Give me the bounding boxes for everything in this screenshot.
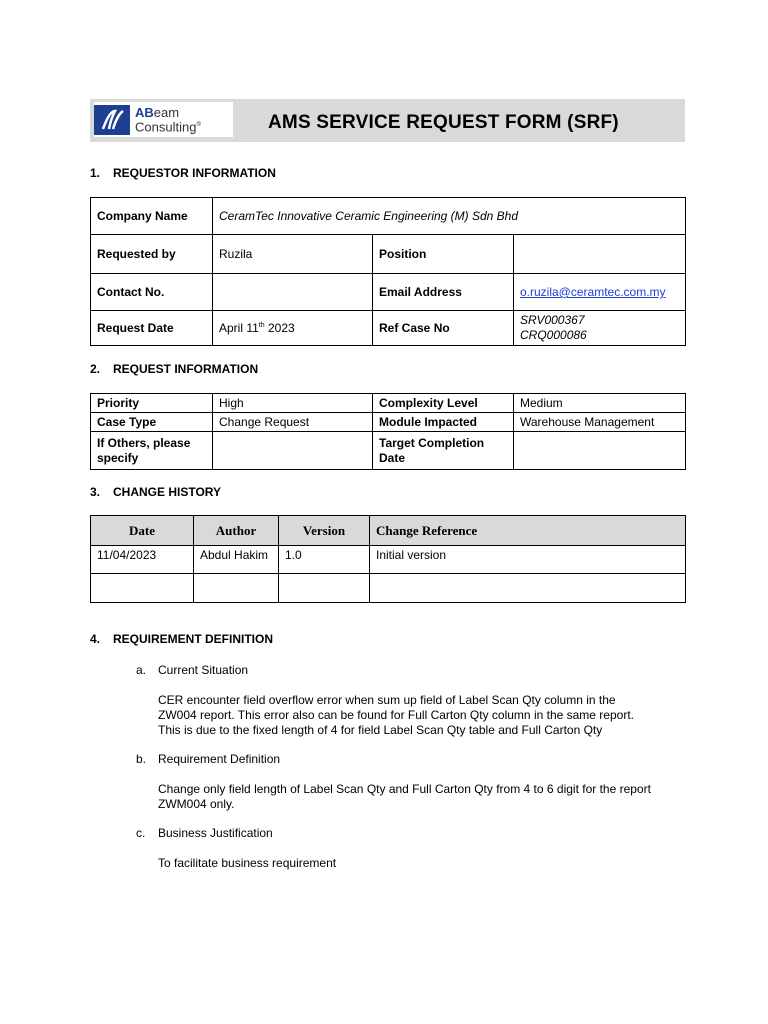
current-situation-line3: This is due to the fixed length of 4 for field Label Scan Qty table and Full Carton Qty	[158, 723, 603, 737]
column-header-change-reference: Change Reference	[370, 516, 686, 546]
target-completion-label	[373, 432, 514, 470]
if-others-value	[213, 432, 373, 470]
cell-date	[91, 574, 194, 603]
table-row	[91, 574, 686, 603]
form-header	[90, 99, 685, 142]
if-others-label-line2: specify	[97, 450, 139, 465]
case-type-label: Case Type	[91, 413, 213, 432]
current-situation-title: Current Situation	[158, 663, 249, 677]
logo-eam: eam	[153, 104, 180, 120]
section-4-label: REQUIREMENT DEFINITION	[113, 632, 274, 646]
complexity-label: Complexity Level	[373, 394, 514, 413]
requirement-definition-heading	[136, 752, 280, 766]
module-impacted-value: Warehouse Management	[514, 413, 686, 432]
table-row	[91, 546, 686, 574]
column-header-date: Date	[91, 516, 194, 546]
current-situation-line2: ZW004 report. This error also can be found for Full Carton Qty column in the same report.	[158, 708, 634, 722]
cell-change-reference: Initial version	[370, 546, 686, 574]
requestor-info-table	[90, 197, 686, 346]
section-2-title	[90, 362, 258, 376]
change-history-table	[90, 515, 686, 603]
ref-case-srv: SRV000367	[520, 313, 585, 327]
position-label: Position	[373, 235, 514, 274]
current-situation-letter: a.	[136, 663, 147, 677]
business-justification-title: Business Justification	[158, 826, 273, 840]
requirement-definition-line2: ZWM004 only.	[158, 797, 235, 811]
priority-label: Priority	[91, 394, 213, 413]
case-type-value: Change Request	[213, 413, 373, 432]
business-justification-text	[158, 856, 698, 871]
business-justification-line1: To facilitate business requirement	[158, 856, 337, 870]
business-justification-letter: c.	[136, 826, 146, 840]
target-completion-value	[514, 432, 686, 470]
email-address-label: Email Address	[373, 274, 514, 311]
logo-registered: ®	[196, 121, 201, 128]
logo-consulting: Consulting	[135, 119, 197, 135]
section-1-number: 1.	[90, 166, 101, 180]
column-header-author: Author	[194, 516, 279, 546]
section-2-number: 2.	[90, 362, 101, 376]
current-situation-line1: CER encounter field overflow error when sum up field of Label Scan Qty column in the	[158, 693, 616, 707]
requirement-definition-letter: b.	[136, 752, 147, 766]
target-completion-label-line1: Target Completion	[379, 435, 485, 450]
ref-case-value	[514, 311, 686, 346]
column-header-version: Version	[279, 516, 370, 546]
requested-by-label: Requested by	[91, 235, 213, 274]
section-1-title	[90, 166, 276, 180]
requested-by-value: Ruzila	[213, 235, 373, 274]
requirement-definition-line1: Change only field length of Label Scan Qty and Full Carton Qty from 4 to 6 digit for the report	[158, 782, 651, 796]
cell-version	[279, 574, 370, 603]
current-situation-heading	[136, 663, 248, 677]
section-4-number: 4.	[90, 632, 101, 646]
cell-author	[194, 574, 279, 603]
form-title: AMS SERVICE REQUEST FORM (SRF)	[268, 112, 619, 133]
email-link[interactable]: o.ruzila@ceramtec.com.my	[520, 285, 666, 299]
request-date-value	[213, 311, 373, 346]
section-4-title	[90, 632, 273, 646]
contact-no-value	[213, 274, 373, 311]
company-name-label: Company Name	[91, 198, 213, 235]
cell-change-reference	[370, 574, 686, 603]
if-others-label	[91, 432, 213, 470]
module-impacted-label: Module Impacted	[373, 413, 514, 432]
if-others-label-line1: If Others, please	[97, 435, 191, 450]
cell-date: 11/04/2023	[91, 546, 194, 574]
section-3-title	[90, 485, 221, 499]
abeam-logo	[94, 102, 233, 137]
section-2-label: REQUEST INFORMATION	[113, 362, 259, 376]
request-date-year: 2023	[264, 321, 295, 335]
section-1-label: REQUESTOR INFORMATION	[113, 166, 276, 180]
requirement-definition-title: Requirement Definition	[158, 752, 281, 766]
current-situation-text	[158, 693, 698, 738]
position-value	[514, 235, 686, 274]
ref-case-label: Ref Case No	[373, 311, 514, 346]
section-3-number: 3.	[90, 485, 101, 499]
cell-version: 1.0	[279, 546, 370, 574]
complexity-value: Medium	[514, 394, 686, 413]
ref-case-crq: CRQ000086	[520, 328, 587, 342]
business-justification-heading	[136, 826, 273, 840]
request-date-main: April 11	[219, 321, 259, 335]
request-date-label: Request Date	[91, 311, 213, 346]
contact-no-label: Contact No.	[91, 274, 213, 311]
section-3-label: CHANGE HISTORY	[113, 485, 222, 499]
company-name-value: CeramTec Innovative Ceramic Engineering (M) Sdn Bhd	[213, 198, 686, 235]
logo-ab: AB	[135, 104, 154, 120]
request-date-sup: th	[258, 322, 265, 329]
cell-author: Abdul Hakim	[194, 546, 279, 574]
abeam-logo-icon	[94, 105, 130, 135]
target-completion-label-line2: Date	[379, 450, 406, 465]
requirement-definition-text	[158, 782, 698, 812]
request-info-table	[90, 393, 686, 470]
priority-value: High	[213, 394, 373, 413]
